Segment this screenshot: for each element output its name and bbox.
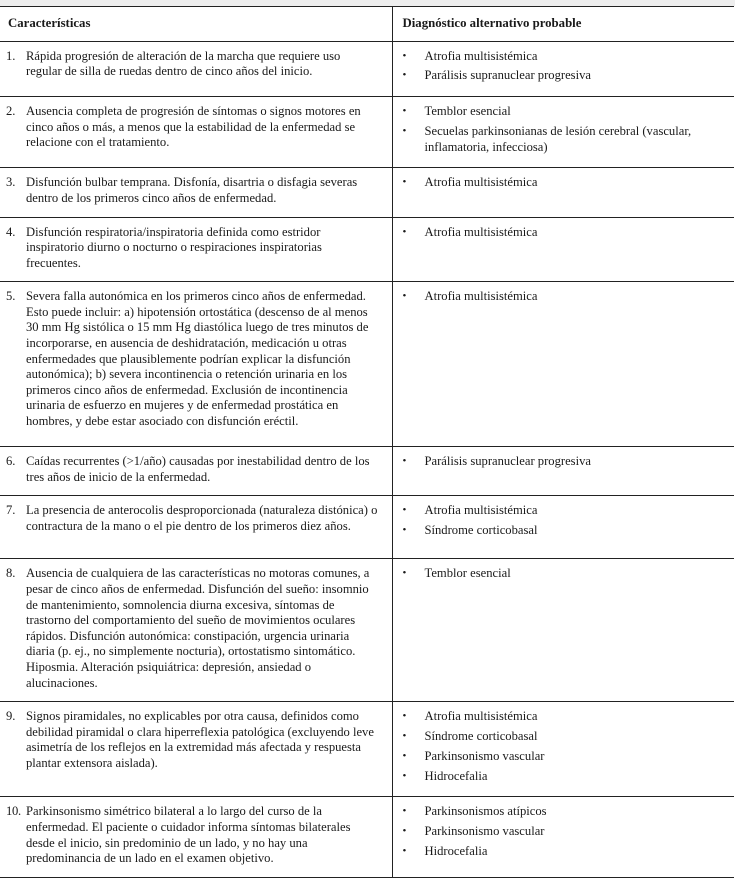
bullet-icon: • <box>402 749 407 762</box>
feature-cell <box>0 702 392 797</box>
feature-cell <box>0 217 392 282</box>
diagnosis-text: Atrofia multisistémica <box>424 175 538 190</box>
diagnosis-text: Temblor esencial <box>424 104 511 119</box>
diagnosis-text: Atrofia multisistémica <box>424 289 538 304</box>
diagnosis-item <box>403 709 725 725</box>
bullet-icon: • <box>402 225 407 238</box>
bullet-icon: • <box>402 710 407 723</box>
diagnosis-text: Parkinsonismos atípicos <box>424 804 547 819</box>
diagnosis-item <box>403 749 725 765</box>
diagnosis-cell <box>392 702 734 797</box>
diagnosis-item <box>403 566 725 582</box>
feature-item <box>0 702 392 781</box>
feature-cell <box>0 447 392 496</box>
table-row <box>0 559 734 702</box>
diagnosis-item <box>403 124 725 155</box>
feature-item <box>0 797 392 876</box>
feature-number: 9. <box>6 709 16 724</box>
feature-cell <box>0 797 392 878</box>
feature-number: 3. <box>6 175 16 190</box>
diagnosis-list <box>393 797 735 871</box>
table-body <box>0 41 734 878</box>
feature-item <box>0 168 392 216</box>
bullet-icon: • <box>402 730 407 742</box>
diagnosis-item <box>403 175 725 191</box>
feature-text: Signos piramidales, no explicables por otra causa, definidos como debilidad piramidal o clara hiperreflexia patológica (excluyendo leve asimetría de los reflejos en la extremidad más afectada y respuesta plantar extensora aislada). <box>26 709 374 770</box>
diagnosis-text: Síndrome corticobasal <box>424 729 538 743</box>
diagnosis-item <box>403 49 725 65</box>
feature-text: Severa falla autonómica en los primeros cinco años de enfermedad. Esto puede incluir: a) hipotensión ortostática (descenso de al menos 30 mm Hg sistólica o 15 mm Hg diastólica luego de tres minutos de incorporarse, en ausencia de deshidratación, medicación u otras enfermedades que plausiblemente podrían explicar la disfunción autonómica); b) severa incontinencia o retención urinaria en los primeros cinco años de enfermedad. Exclusión de incontinencia urinaria de esfuerzo en mujeres y de enfermedad prostática en hombres, y debe estar asociado con disfunción eréctil. <box>26 289 369 429</box>
feature-item <box>0 282 392 439</box>
table-row <box>0 168 734 217</box>
table-row <box>0 217 734 282</box>
feature-text: Parkinsonismo simétrico bilateral a lo largo del curso de la enfermedad. El paciente o cuidador informa síntomas bilaterales desde el inicio, sin predominio de un lado, y no hay una predominancia de un lado en el examen objetivo. <box>26 804 351 866</box>
bullet-icon: • <box>402 769 407 782</box>
diagnosis-item <box>403 454 725 470</box>
table-row <box>0 41 734 97</box>
diagnosis-text: Atrofia multisistémica <box>424 224 538 239</box>
bullet-icon: • <box>402 825 407 838</box>
diagnosis-list <box>393 168 735 203</box>
feature-text: Ausencia de cualquiera de las características no motoras comunes, a pesar de cinco años de enfermedad. Disfunción del sueño: insomnio de mantenimiento, somnolencia diurna excesiva, síntomas de trastorno del comportamiento del sueño de movimientos oculares rápidos. Disfunción autonómica: constipación, urgencia urinaria diaria (p. ej., no simplemente nocturia), ortostatismo sintomático. Hiposmia. Alteración psiquiátrica: depresión, ansiedad o alucinaciones. <box>26 566 370 690</box>
feature-cell <box>0 496 392 559</box>
bullet-icon: • <box>402 69 407 82</box>
feature-number: 4. <box>6 224 16 239</box>
table-row <box>0 282 734 447</box>
diagnosis-text: Parálisis supranuclear progresiva <box>424 68 591 83</box>
table-row <box>0 496 734 559</box>
feature-cell <box>0 282 392 447</box>
feature-number: 10. <box>6 804 21 819</box>
diagnosis-list <box>393 282 735 317</box>
diagnosis-text: Atrofia multisistémica <box>424 48 538 63</box>
diagnosis-text: Hidrocefalia <box>424 768 488 783</box>
feature-number: 6. <box>6 454 16 469</box>
feature-item <box>0 447 392 495</box>
diagnosis-cell <box>392 496 734 559</box>
bullet-icon: • <box>402 524 407 537</box>
feature-item <box>0 97 392 161</box>
diagnosis-cell <box>392 282 734 447</box>
bullet-icon: • <box>402 49 407 62</box>
feature-cell <box>0 168 392 217</box>
diagnosis-text: Atrofia multisistémica <box>424 709 538 724</box>
features-diagnosis-table <box>0 6 734 878</box>
feature-cell <box>0 559 392 702</box>
bullet-icon: • <box>402 176 407 189</box>
diagnosis-list <box>393 42 735 97</box>
diagnosis-cell <box>392 41 734 97</box>
feature-item <box>0 496 392 544</box>
diagnosis-list <box>393 447 735 482</box>
feature-number: 7. <box>6 503 16 518</box>
bullet-icon: • <box>402 567 407 580</box>
table-row <box>0 797 734 878</box>
diagnosis-list <box>393 97 735 167</box>
diagnosis-item <box>403 523 725 539</box>
diagnosis-item <box>403 68 725 84</box>
table-row <box>0 702 734 797</box>
bullet-icon: • <box>402 124 407 137</box>
diagnosis-list <box>393 559 735 594</box>
diagnosis-item <box>403 824 725 840</box>
diagnosis-text: Hidrocefalia <box>424 843 488 858</box>
feature-item <box>0 218 392 282</box>
feature-number: 2. <box>6 104 16 119</box>
diagnosis-cell <box>392 447 734 496</box>
diagnosis-text: Temblor esencial <box>424 566 511 581</box>
diagnosis-item <box>403 729 725 745</box>
diagnosis-text: Atrofia multisistémica <box>424 503 538 518</box>
bullet-icon: • <box>402 504 407 517</box>
feature-text: Caídas recurrentes (>1/año) causadas por inestabilidad dentro de los tres años de inicio de la enfermedad. <box>26 454 370 484</box>
diagnosis-cell <box>392 217 734 282</box>
diagnosis-cell <box>392 168 734 217</box>
diagnosis-list <box>393 218 735 253</box>
table-row <box>0 447 734 496</box>
header-diagnosis: Diagnóstico alternativo probable <box>392 7 734 42</box>
feature-item <box>0 559 392 701</box>
feature-item <box>0 42 392 90</box>
feature-number: 8. <box>6 566 16 581</box>
bullet-icon: • <box>402 805 407 818</box>
diagnosis-list <box>393 496 735 551</box>
diagnosis-text: Parálisis supranuclear progresiva <box>424 454 591 469</box>
diagnosis-item <box>403 769 725 785</box>
bullet-icon: • <box>402 290 407 303</box>
feature-text: Rápida progresión de alteración de la marcha que requiere uso regular de silla de ruedas dentro de cinco años del inicio. <box>26 48 341 79</box>
diagnosis-cell <box>392 559 734 702</box>
feature-cell <box>0 97 392 168</box>
feature-text: Disfunción respiratoria/inspiratoria definida como estridor inspiratorio diurno o nocturno o respiraciones inspiratorias frecuentes. <box>26 224 322 270</box>
feature-cell <box>0 41 392 97</box>
diagnosis-cell <box>392 97 734 168</box>
diagnosis-item <box>403 844 725 860</box>
diagnosis-text: Secuelas parkinsonianas de lesión cerebral (vascular, inflamatoria, infecciosa) <box>424 123 692 154</box>
diagnosis-item <box>403 503 725 519</box>
bullet-icon: • <box>402 844 407 857</box>
table-row <box>0 97 734 168</box>
diagnosis-item <box>403 289 725 305</box>
header-features: Características <box>0 7 392 42</box>
feature-number: 5. <box>6 289 16 304</box>
diagnosis-text: Síndrome corticobasal <box>424 523 538 538</box>
feature-text: Disfunción bulbar temprana. Disfonía, disartria o disfagia severas dentro de los primeros cinco años de enfermedad. <box>26 175 358 205</box>
feature-number: 1. <box>6 48 16 63</box>
diagnosis-cell <box>392 797 734 878</box>
bullet-icon: • <box>402 455 407 468</box>
diagnosis-text: Parkinsonismo vascular <box>424 824 545 839</box>
bullet-icon: • <box>402 105 407 118</box>
feature-text: Ausencia completa de progresión de síntomas o signos motores en cinco años o más, a menos que la estabilidad de la enfermedad se relacione con el tratamiento. <box>26 104 361 150</box>
diagnosis-list <box>393 702 735 796</box>
diagnosis-item <box>403 225 725 241</box>
table-header-row <box>0 7 734 42</box>
feature-text: La presencia de anterocolis desproporcionada (naturaleza distónica) o contractura de la mano o el pie dentro de los primeros diez años. <box>26 503 378 534</box>
diagnosis-item <box>403 104 725 120</box>
diagnosis-text: Parkinsonismo vascular <box>424 748 545 763</box>
diagnosis-item <box>403 804 725 820</box>
